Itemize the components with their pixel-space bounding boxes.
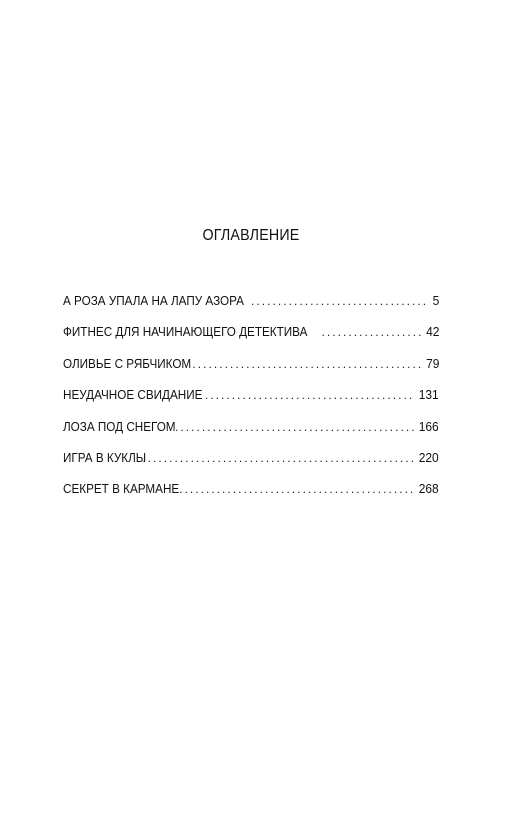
toc-heading: ОГЛАВЛЕНИЕ: [202, 227, 300, 244]
toc-entry-title: ОЛИВЬЕ С РЯБЧИКОМ: [63, 355, 192, 371]
dot-leader: [251, 292, 429, 310]
toc-entry-page: 131: [419, 387, 439, 403]
toc-entry[interactable]: [63, 355, 439, 386]
toc-list: [63, 292, 439, 512]
toc-entry-page: 268: [419, 481, 439, 497]
dot-leader: [179, 480, 414, 498]
toc-entry[interactable]: [63, 449, 439, 480]
toc-entry-page: 79: [425, 355, 439, 371]
toc-entry-title: НЕУДАЧНОЕ СВИДАНИЕ: [63, 387, 203, 403]
toc-entry-page: 42: [425, 324, 439, 340]
toc-entry[interactable]: [63, 292, 439, 323]
dot-leader: [322, 323, 422, 341]
toc-entry-title: А РОЗА УПАЛА НА ЛАПУ АЗОРА: [63, 293, 244, 308]
toc-entry[interactable]: [63, 386, 439, 417]
toc-entry[interactable]: [63, 323, 439, 354]
dot-leader: [205, 386, 414, 404]
toc-entry-page: 166: [419, 418, 439, 434]
dot-leader: [175, 418, 414, 436]
toc-entry-title: ФИТНЕС ДЛЯ НАЧИНАЮЩЕГО ДЕТЕКТИВА: [63, 324, 308, 340]
toc-entry-title: ИГРА В КУКЛЫ: [63, 449, 147, 465]
toc-entry-title: ЛОЗА ПОД СНЕГОМ: [63, 418, 176, 434]
toc-entry[interactable]: [63, 418, 439, 449]
dot-leader: [192, 355, 421, 373]
toc-entry-page: 5: [432, 293, 439, 308]
toc-entry-page: 220: [419, 449, 439, 465]
dot-leader: [142, 449, 414, 467]
toc-entry-title: СЕКРЕТ В КАРМАНЕ: [63, 481, 180, 497]
toc-entry[interactable]: [63, 480, 439, 511]
